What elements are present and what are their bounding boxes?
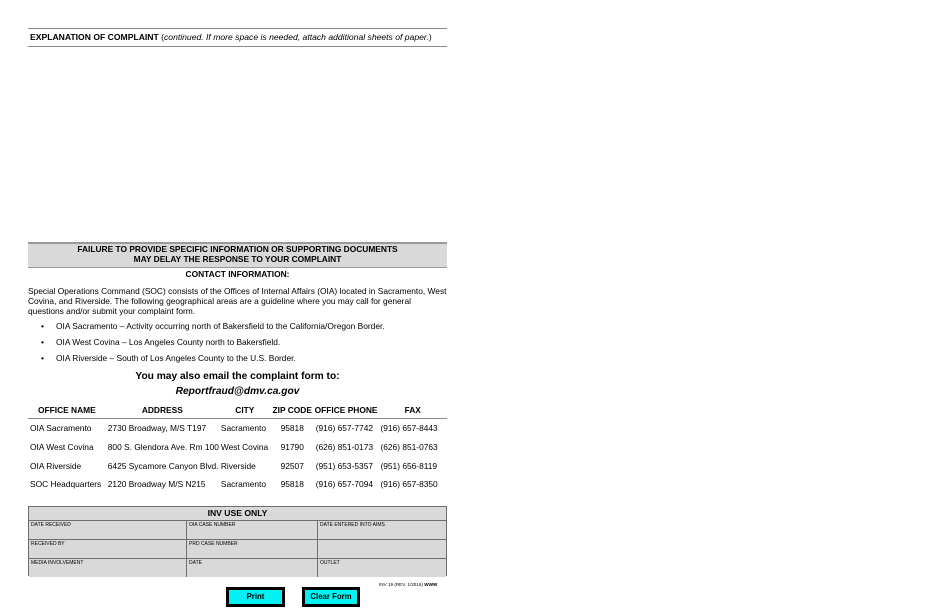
- office-phone: (626) 851-0173: [315, 442, 374, 453]
- office-address: 6425 Sycamore Canyon Blvd.: [107, 460, 219, 471]
- bullet-text: OIA West Covina – Los Angeles County north to Bakersfield.: [56, 337, 281, 347]
- inv-row: [29, 559, 446, 577]
- print-button[interactable]: Print: [226, 587, 285, 607]
- form-page: [28, 0, 447, 615]
- office-city: Sacramento: [220, 479, 267, 490]
- field-label: DATE ENTERED INTO AIMS: [320, 522, 385, 528]
- col-address: ADDRESS: [106, 402, 219, 419]
- field-label: DATE: [189, 560, 202, 566]
- office-address: 2120 Broadway M/S N215: [107, 479, 206, 490]
- table-row: [28, 456, 447, 475]
- revision-text: INV 19 (REV. 1/2016): [379, 582, 425, 587]
- prd-case-number-field[interactable]: [186, 540, 317, 558]
- oia-case-number-field[interactable]: [186, 521, 317, 539]
- table-row: [28, 438, 447, 457]
- bullet-item: [41, 321, 385, 331]
- explanation-label-italic: continued. If more space is needed, attach additional sheets of paper.: [164, 32, 429, 42]
- table-row: [28, 419, 447, 438]
- date-received-field[interactable]: [29, 521, 186, 539]
- office-zip: 92507: [280, 460, 304, 471]
- date-field[interactable]: [186, 559, 317, 577]
- office-city: Riverside: [220, 460, 256, 471]
- explanation-rule: [28, 46, 447, 47]
- bullet-item: [41, 353, 296, 363]
- inv-row: [29, 540, 446, 559]
- warning-banner: [28, 242, 447, 268]
- bullet-text: OIA Riverside – South of Los Angeles County to the U.S. Border.: [56, 353, 296, 363]
- contact-heading: CONTACT INFORMATION:: [185, 269, 290, 279]
- clear-form-button[interactable]: Clear Form: [302, 587, 360, 607]
- bullet-item: [41, 337, 280, 347]
- office-name: OIA Riverside: [30, 460, 82, 471]
- outlet-field[interactable]: [317, 559, 446, 577]
- office-zip: 91790: [280, 442, 304, 453]
- top-rule: [28, 28, 447, 29]
- inv-row: [29, 521, 446, 540]
- warning-line-1: FAILURE TO PROVIDE SPECIFIC INFORMATION OR SUPPORTING DOCUMENTS: [77, 244, 398, 254]
- inv-use-only-box: [28, 506, 447, 576]
- office-name: OIA Sacramento: [30, 423, 92, 434]
- media-involvement-field[interactable]: [29, 559, 186, 577]
- contact-paragraph: Special Operations Command (SOC) consists of the Offices of Internal Affairs (OIA) located in Sacramento, West Covina, and Riverside. The following geographical areas are a guideline where you may call for general questions and/or submit your complaint form.: [28, 286, 447, 316]
- table-row: [28, 475, 447, 494]
- field-label: PRD CASE NUMBER: [189, 541, 238, 547]
- field-label: RECEIVED BY: [31, 541, 65, 547]
- field-label: DATE RECEIVED: [31, 522, 71, 528]
- col-city: CITY: [219, 402, 271, 419]
- col-zip-code: ZIP CODE: [271, 402, 314, 419]
- col-office-phone: OFFICE PHONE: [314, 402, 379, 419]
- blank-field[interactable]: [317, 540, 446, 558]
- field-label: OIA CASE NUMBER: [189, 522, 236, 528]
- office-phone: (951) 653-5357: [315, 460, 374, 471]
- office-phone: (916) 657-7094: [315, 479, 374, 490]
- bullet-icon: •: [41, 337, 44, 347]
- office-zip: 95818: [280, 479, 304, 490]
- revision-suffix: WWW: [424, 582, 438, 587]
- bullet-icon: •: [41, 321, 44, 331]
- office-fax: (916) 657-8350: [380, 479, 438, 490]
- col-office-name: OFFICE NAME: [28, 402, 106, 419]
- revision-label: [379, 582, 437, 587]
- office-table-header: [28, 402, 447, 419]
- field-label: OUTLET: [320, 560, 340, 566]
- email-prompt: You may also email the complaint form to:: [135, 371, 340, 382]
- office-address: 2730 Broadway, M/S T197: [107, 423, 207, 434]
- explanation-label-bold: EXPLANATION OF COMPLAINT: [30, 32, 159, 42]
- bullet-icon: •: [41, 353, 44, 363]
- office-fax: (951) 656-8119: [380, 460, 438, 471]
- explanation-close-paren: ): [428, 32, 432, 42]
- explanation-label: [30, 32, 432, 42]
- explanation-text-area[interactable]: [28, 48, 447, 240]
- office-city: Sacramento: [220, 423, 267, 434]
- explanation-open-paren: (: [158, 32, 164, 42]
- inv-use-only-title: INV USE ONLY: [29, 507, 446, 521]
- date-entered-aims-field[interactable]: [317, 521, 446, 539]
- office-zip: 95818: [280, 423, 304, 434]
- office-name: OIA West Covina: [30, 442, 94, 453]
- email-address: Reportfraud@dmv.ca.gov: [175, 386, 300, 397]
- bullet-text: OIA Sacramento – Activity occurring north of Bakersfield to the California/Oregon Border.: [56, 321, 385, 331]
- office-address: 800 S. Glendora Ave. Rm 100: [107, 442, 219, 453]
- office-name: SOC Headquarters: [30, 479, 102, 490]
- warning-line-2: MAY DELAY THE RESPONSE TO YOUR COMPLAINT: [133, 253, 342, 264]
- office-table: [28, 402, 447, 494]
- col-fax: FAX: [378, 402, 447, 419]
- office-fax: (626) 851-0763: [380, 442, 438, 453]
- office-fax: (916) 657-8443: [380, 423, 438, 434]
- office-phone: (916) 657-7742: [315, 423, 374, 434]
- office-city: West Covina: [220, 442, 269, 453]
- received-by-field[interactable]: [29, 540, 186, 558]
- field-label: MEDIA INVOLVEMENT: [31, 560, 84, 566]
